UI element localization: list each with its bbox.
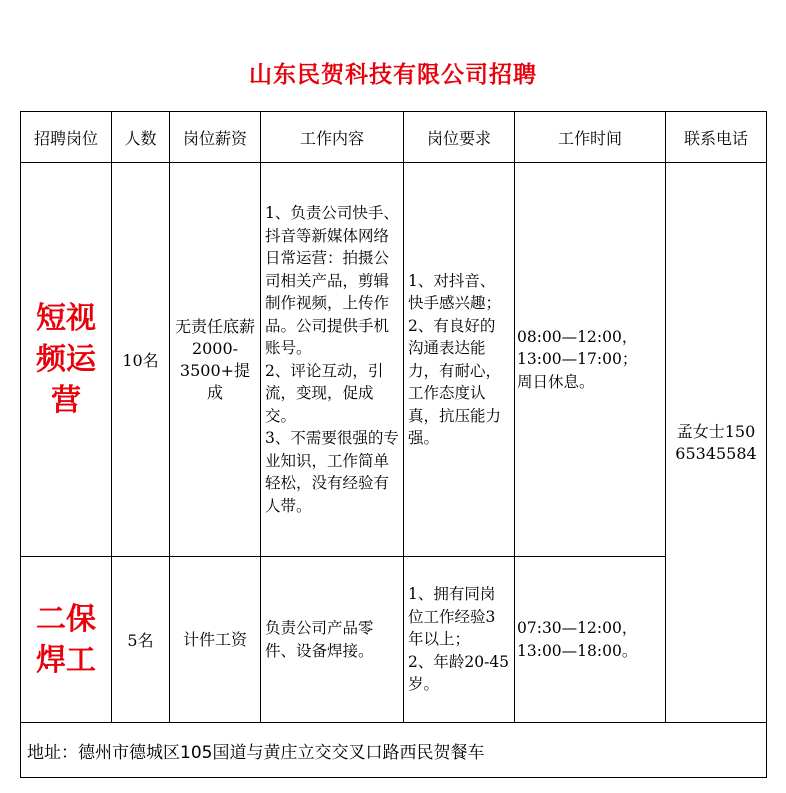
table-row — [21, 557, 767, 723]
page-title: 山东民贺科技有限公司招聘 — [249, 62, 537, 88]
text-line: 1、拥有同岗位工作经验3年以上； — [408, 585, 496, 649]
address: 地址：德州市德城区105国道与黄庄立交交叉口路西民贺餐车 — [21, 723, 767, 778]
header-position: 招聘岗位 — [21, 112, 112, 163]
header-content: 工作内容 — [261, 112, 404, 163]
recruitment-table — [20, 111, 767, 778]
header-count: 人数 — [112, 112, 170, 163]
job-position — [21, 557, 112, 723]
address-row — [21, 723, 767, 778]
job-salary: 无责任底薪2000-3500+提成 — [170, 163, 261, 557]
job-time — [515, 163, 666, 557]
job-time — [515, 557, 666, 723]
text-line: 1、对抖音、快手感兴趣； — [408, 271, 502, 312]
job-count: 5名 — [112, 557, 170, 723]
time-line: 13:00—18:00。 — [517, 641, 638, 660]
text-line: 2、评论互动，引流，变现，促成交。 — [265, 361, 384, 425]
position-line: 焊工 — [36, 642, 96, 678]
header-time: 工作时间 — [515, 112, 666, 163]
time-line: 周日休息。 — [517, 372, 595, 391]
time-line: 07:30—12:00， — [517, 619, 638, 637]
header-salary: 岗位薪资 — [170, 112, 261, 163]
text-line: 2、年龄20-45岁。 — [408, 652, 510, 694]
header-phone: 联系电话 — [666, 112, 767, 163]
job-salary: 计件工资 — [170, 557, 261, 723]
header-requirements: 岗位要求 — [404, 112, 515, 163]
job-count: 10名 — [112, 163, 170, 557]
position-line: 营 — [51, 383, 81, 418]
contact-phone: 孟女士15065345584 — [666, 163, 767, 723]
header-row — [21, 112, 767, 163]
table-row — [21, 163, 767, 557]
text-line: 3、不需要很强的专业知识，工作简单轻松，没有经验有人带。 — [265, 429, 399, 515]
text-line: 负责公司产品零件、设备焊接。 — [265, 619, 374, 660]
text-line: 2、有良好的沟通表达能力，有耐心，工作态度认真，抗压能力强。 — [408, 316, 502, 447]
text-line: 1、负责公司快手、抖音等新媒体网络日常运营：拍摄公司相关产品，剪辑制作视频，上传作品。公司提供手机账号。 — [265, 204, 399, 357]
job-content — [261, 557, 404, 723]
position-line: 二保 — [36, 601, 96, 637]
job-requirements — [404, 163, 515, 557]
job-requirements — [404, 557, 515, 723]
time-line: 08:00—12:00， — [517, 327, 638, 346]
job-content — [261, 163, 404, 557]
job-position — [21, 163, 112, 557]
position-line: 短视 — [36, 301, 96, 336]
time-line: 13:00—17:00； — [517, 350, 638, 369]
position-line: 频运 — [36, 342, 96, 377]
